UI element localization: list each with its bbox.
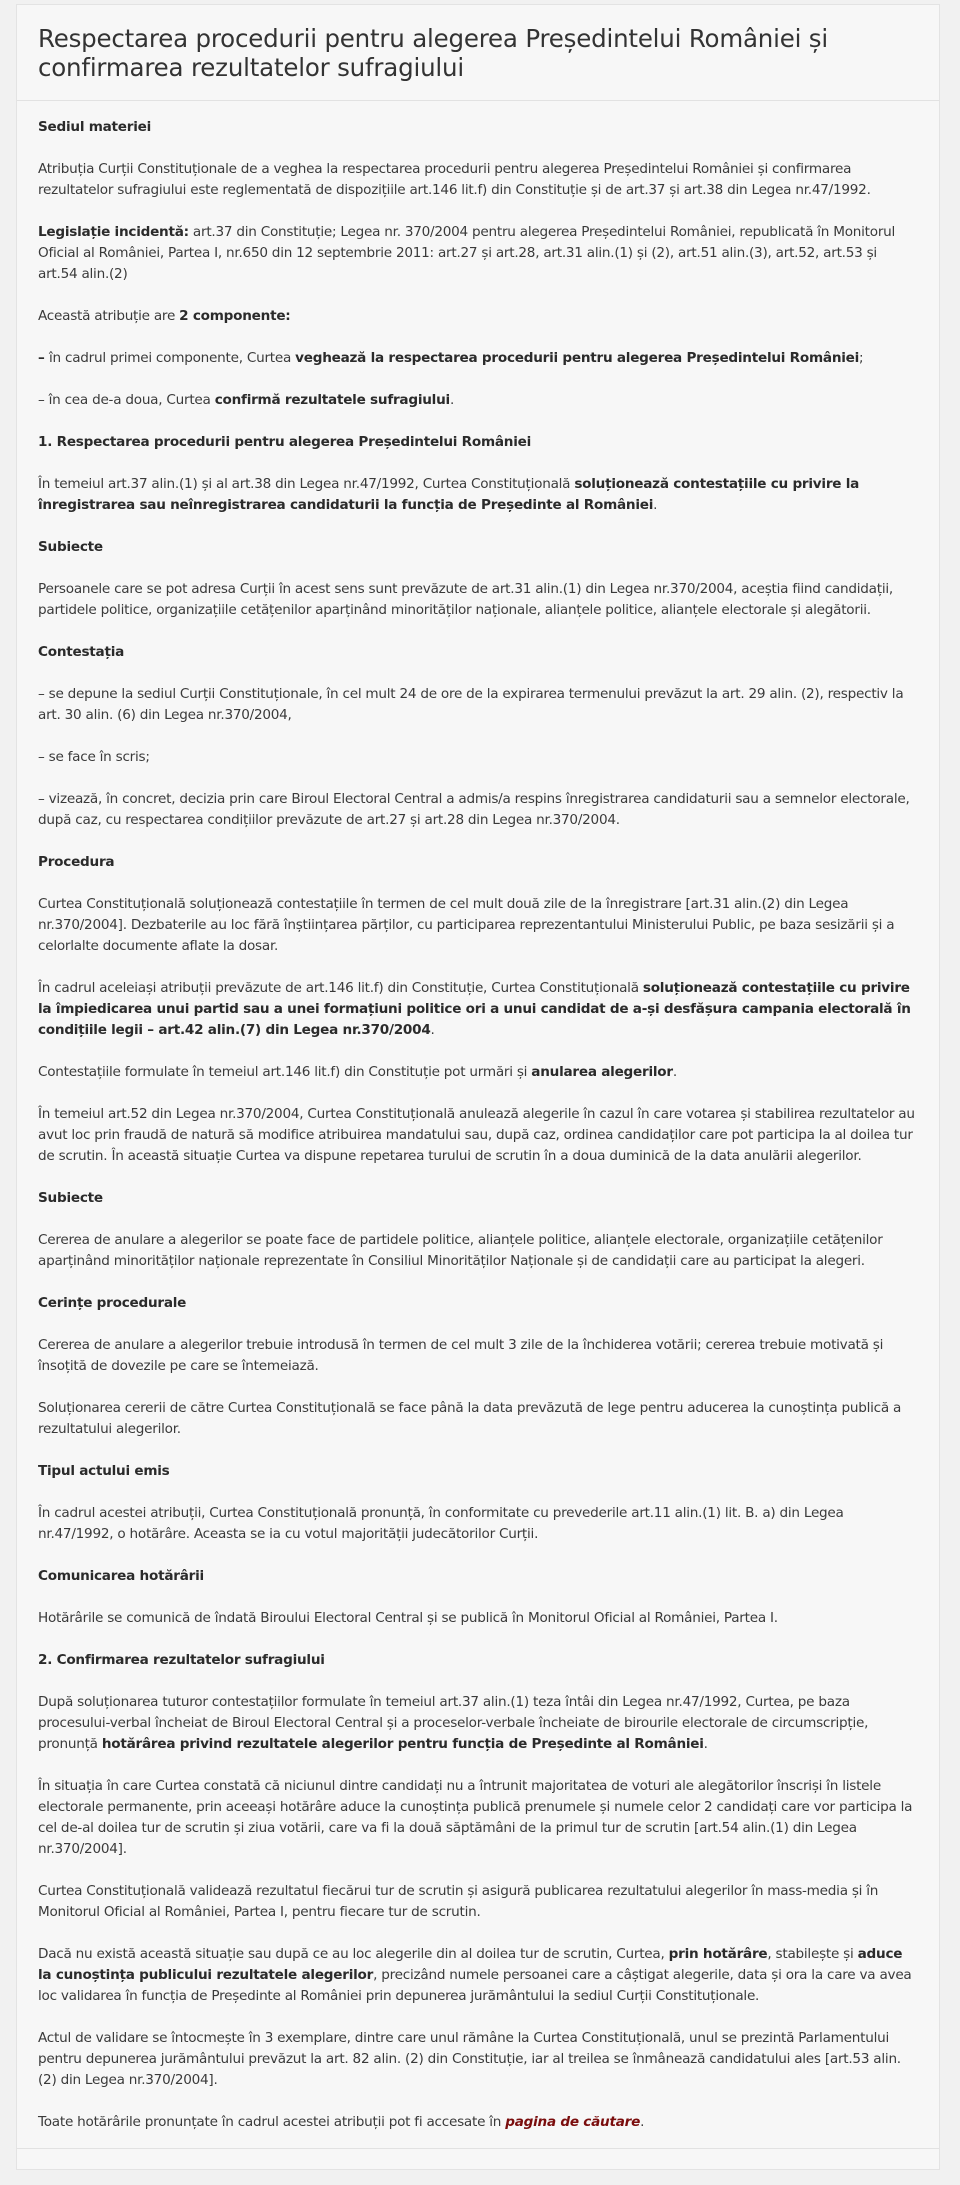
paragraph: În situația în care Curtea constată că niciunul dintre candidați nu a întrunit majoritatea de voturi ale alegătorilor înscriși în listele electorale permanente, prin aceeași hotărâre aduce la cunoștința publică prenumele și numele celor 2 candidați care vor participa la cel de-al doilea tur de scrutin și ziua votării, care va fi la două săptămâni de la primul tur de scrutin [art.54 alin.(1) din Legea nr.370/2004]. [38,1778,913,1857]
bold-text: hotărârea privind rezultatele alegerilor pentru funcția de Președinte al României [101,1736,704,1752]
bold-text: soluționează contestațiile cu privire la înregistrarea sau neînregistrarea candidaturii la funcția de Președinte al României [38,476,860,513]
paragraph [38,117,918,138]
paragraph: Persoanele care se pot adresa Curții în acest sens sunt prevăzute de art.31 alin.(1) din Legea nr.370/2004, aceștia fiind candidații, partidele politice, organizațiile cetățenilor aparținând minorităților naționale, alianțele politice, alianțele electorale și alegătorii. [38,581,893,618]
section-heading: Sediul materiei [38,119,152,135]
article-body [17,101,939,2133]
text: După soluționarea tuturor contestațiilor formulate în temeiul art.37 alin.(1) teza întâi din Legea nr.47/1992, Curtea, pe baza procesului-verbal încheiat de Biroul Electoral Central și a proceselor-verbale încheiate de birourile electorale de circumscripție, pronunță [38,1694,869,1752]
paragraph [38,390,918,411]
paragraph: Curtea Constituțională soluționează contestațiile în termen de cel mult două zile de la înregistrare [art.31 alin.(2) din Legea nr.370/2004]. Dezbaterile au loc fără înștiințarea părților, cu participarea reprezentantului Ministerului Public, pe baza sesizării și a celorlalte documente aflate la dosar. [38,896,895,954]
section-heading: Subiecte [38,1190,103,1206]
paragraph [38,474,918,516]
bold-text: veghează la respectarea procedurii pentru alegerea Președintelui României [295,350,860,366]
text: În cadrul aceleiași atribuții prevăzute de art.146 lit.f) din Constituție, Curtea Constituțională [38,980,643,996]
text: . [672,1064,677,1080]
paragraph: Cererea de anulare a alegerilor trebuie introdusă în termen de cel mult 3 zile de la închiderea votării; cererea trebuie motivată și însoțită de dovezile pe care se întemeiază. [38,1337,884,1374]
bold-text: – [38,350,50,366]
bold-text: soluționează contestațiile cu privire la împiedicarea unui partid sau a unei formațiuni politice ori a unui candidat de a-și desfășura campania electorală în condițiile legii – art.42 alin.(7) din Legea nr.370/2004 [38,980,911,1038]
section-heading: Cerințe procedurale [38,1295,187,1311]
paragraph [38,537,918,558]
paragraph [38,978,918,1041]
paragraph [38,1293,918,1314]
bold-text: anularea alegerilor [531,1064,673,1080]
paragraph [38,1188,918,1209]
paragraph: Atribuția Curții Constituționale de a veghea la respectarea procedurii pentru alegerea Președintelui României și confirmarea rezultatelor sufragiului este reglementată de dispozițiile art.146 lit.f) din Constituție și de art.37 și art.38 din Legea nr.47/1992. [38,161,871,198]
paragraph [38,852,918,873]
paragraph [38,348,918,369]
paragraph [38,1692,918,1755]
text: În temeiul art.37 alin.(1) și al art.38 din Legea nr.47/1992, Curtea Constituțională [38,476,575,492]
section-heading: Contestația [38,644,125,660]
text: . [430,1022,435,1038]
paragraph: – vizează, în concret, decizia prin care Biroul Electoral Central a admis/a respins înregistrarea candidaturii sau a semnelor electorale, după caz, cu respectarea condițiilor prevăzute de art.27 și art.28 din Legea nr.370/2004. [38,791,910,828]
text: ; [859,350,864,366]
text: în cadrul primei componente, Curtea [49,350,296,366]
paragraph [38,642,918,663]
bold-text: aduce la cunoștința publicului rezultatele alegerilor [38,1946,903,1983]
paragraph [38,432,918,453]
text: . [653,497,658,513]
bold-text: 2 componente: [179,308,291,324]
paragraph [38,1461,918,1482]
text: Contestațiile formulate în temeiul art.146 lit.f) din Constituție pot urmări și [38,1064,532,1080]
paragraph: Hotărârile se comunică de îndată Biroului Electoral Central și se publică în Monitorul Oficial al României, Partea I. [38,1610,778,1626]
text: . [640,2114,645,2130]
paragraph [38,2112,918,2133]
section-heading: Comunicarea hotărârii [38,1568,204,1584]
paragraph [38,1062,918,1083]
article-card [16,4,940,2170]
bold-text: prin hotărâre [668,1946,768,1962]
text: art.37 din Constituție; Legea nr. 370/2004 pentru alegerea Președintelui României, republicată în Monitorul Oficial al României, Partea I, nr.650 din 12 septembrie 2011: art.27 și art.28, art.31 alin.(1) și (2), art.51 alin.(3), art.52, art.53 și art.54 alin.(2) [38,224,896,282]
section-heading: Subiecte [38,539,103,555]
text: . [703,1736,708,1752]
text: . [449,392,455,408]
section-heading: 2. Confirmarea rezultatelor sufragiului [38,1652,325,1668]
paragraph: Soluționarea cererii de către Curtea Constituțională se face până la data prevăzută de lege pentru aducerea la cunoștința publică a rezultatului alegerilor. [38,1400,902,1437]
page-title: Respectarea procedurii pentru alegerea Președintelui României și confirmarea rezultatelor sufragiului [38,24,828,82]
section-heading: Tipul actului emis [38,1463,170,1479]
footer-divider [17,2148,939,2149]
paragraph [38,1944,918,2007]
article-header [17,5,939,101]
bold-text: confirmă rezultatele sufragiului [214,392,450,408]
paragraph: În cadrul acestei atribuții, Curtea Constituțională pronunță, în conformitate cu prevederile art.11 alin.(1) lit. B. a) din Legea nr.47/1992, o hotărâre. Aceasta se ia cu votul majorității judecătorilor Curții. [38,1505,844,1542]
paragraph: – se face în scris; [38,749,150,765]
paragraph: Cererea de anulare a alegerilor se poate face de partidele politice, alianțele politice, alianțele electorale, organizațiile cetățenilor aparținând minorităților naționale reprezentate în Consiliul Minorităților Naționale și de candidații care au participat la alegeri. [38,1232,883,1269]
text: Dacă nu există această situație sau după ce au loc alegerile din al doilea tur de scrutin, Curtea, [38,1946,669,1962]
bold-text: Legislație incidentă: [38,224,189,240]
text: – în cea de-a doua, Curtea [38,392,215,408]
text: , precizând numele persoanei care a câștigat alegerile, data și ora la care va avea loc validarea în funcția de Președinte al României prin depunerea jurământului la sediul Curții Constituționale. [38,1967,912,2004]
paragraph: Curtea Constituțională validează rezultatul fiecărui tur de scrutin și asigură publicarea rezultatului alegerilor în mass-media și în Monitorul Oficial al României, Partea I, pentru fiecare tur de scrutin. [38,1883,879,1920]
text: Această atribuție are [38,308,180,324]
section-heading: Procedura [38,854,115,870]
section-heading: 1. Respectarea procedurii pentru alegerea Președintelui României [38,434,532,450]
text: Toate hotărârile pronunțate în cadrul acestei atribuții pot fi accesate în [38,2114,506,2130]
paragraph [38,222,918,285]
paragraph [38,1566,918,1587]
paragraph [38,306,918,327]
paragraph [38,1650,918,1671]
search-page-link[interactable]: pagina de căutare [505,2114,641,2130]
paragraph: – se depune la sediul Curții Constituționale, în cel mult 24 de ore de la expirarea termenului prevăzut la art. 29 alin. (2), respectiv la art. 30 alin. (6) din Legea nr.370/2004, [38,686,904,723]
text: , stabilește și [767,1946,858,1962]
paragraph: Actul de validare se întocmește în 3 exemplare, dintre care unul rămâne la Curtea Constituțională, unul se prezintă Parlamentului pentru depunerea jurământului prevăzut la art. 82 alin. (2) din Constituție, iar al treilea se înmânează candidatului ales [art.53 alin.(2) din Legea nr.370/2004]. [38,2030,901,2088]
paragraph: În temeiul art.52 din Legea nr.370/2004, Curtea Constituțională anulează alegerile în cazul în care votarea și stabilirea rezultatelor au avut loc prin fraudă de natură să modifice atribuirea mandatului sau, după caz, ordinea candidaților care pot participa la al doilea tur de scrutin. În această situație Curtea va dispune repetarea turului de scrutin în a doua duminică de la data anulării alegerilor. [38,1106,915,1164]
